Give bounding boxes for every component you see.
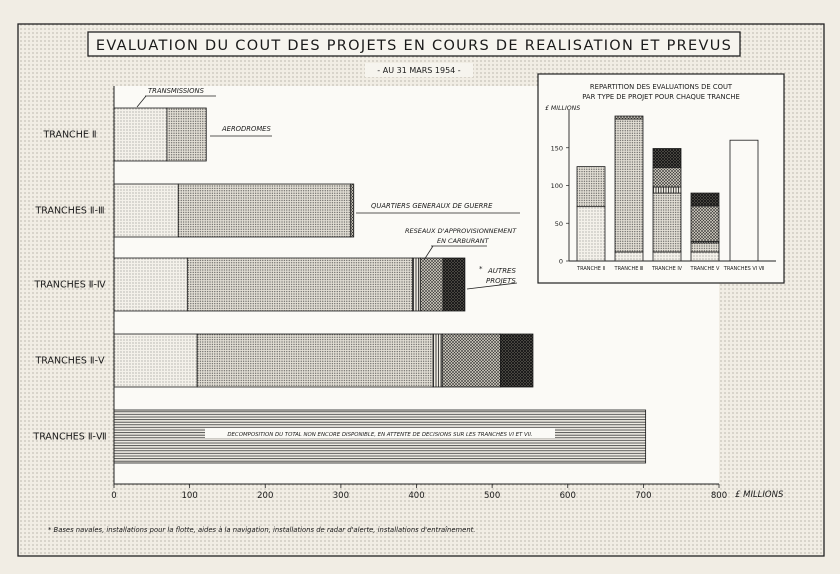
inset-bar-tranche-iv-aerodromes bbox=[653, 193, 681, 252]
inset-bar-tranche-v-quartiers-generaux-de-guerre bbox=[691, 206, 719, 241]
x-tick-label-100: 100 bbox=[181, 491, 198, 501]
x-tick-label-500: 500 bbox=[484, 491, 501, 501]
inset-bar-tranche-v-aerodromes bbox=[691, 243, 719, 252]
inset-category-label-tranches-vi-vii: TRANCHES Ⅵ Ⅶ bbox=[723, 266, 765, 272]
subtitle-dash-right: - bbox=[455, 66, 461, 75]
bar-tranches-ii-iv-reseaux-d-approvisionnement-en-carburant bbox=[413, 258, 421, 311]
inset-bar-tranche-iv-quartiers-generaux-de-guerre bbox=[653, 167, 681, 187]
inset-title-line1: REPARTITION DES EVALUATIONS DE COUT bbox=[589, 83, 733, 91]
bar-tranche-ii-aerodromes bbox=[167, 108, 206, 161]
annotation-autres-line2: PROJETS bbox=[486, 277, 516, 285]
inset-bar-tranche-v-autres-projets bbox=[691, 193, 719, 206]
bar-tranches-ii-iv-autres-projets bbox=[443, 258, 465, 311]
bar-tranches-ii-iv-aerodromes bbox=[187, 258, 412, 311]
annotation-reseaux-line1: RESEAUX D'APPROVISIONNEMENT bbox=[405, 227, 517, 235]
annotation-asterisk: * bbox=[479, 265, 483, 273]
inset-title-line2: PAR TYPE DE PROJET POUR CHAQUE TRANCHE bbox=[582, 93, 740, 101]
annotation-transmissions: TRANSMISSIONS bbox=[148, 87, 204, 95]
inset-y-tick-label-50: 50 bbox=[554, 219, 563, 228]
inset-bar-tranche-v-transmissions bbox=[691, 252, 719, 261]
inset-bar-tranche-iii-aerodromes bbox=[615, 119, 643, 252]
bar-tranches-ii-iii-transmissions bbox=[114, 184, 178, 237]
inset-bar-tranche-iv-transmissions bbox=[653, 252, 681, 261]
annotation-autres-line1: AUTRES bbox=[488, 267, 516, 275]
category-label-tranche-ii: TRANCHE Ⅱ bbox=[43, 129, 97, 141]
inset-category-label-tranche-iii: TRANCHE Ⅲ bbox=[614, 266, 644, 272]
x-tick-label-800: 800 bbox=[710, 491, 728, 501]
bar-tranches-ii-iii-aerodromes bbox=[178, 184, 350, 237]
x-tick-label-600: 600 bbox=[559, 491, 576, 501]
x-tick-label-0: 0 bbox=[111, 491, 117, 501]
inset-bar-tranche-iv-autres-projets bbox=[653, 149, 681, 168]
bar-tranches-ii-v-quartiers-generaux-de-guerre bbox=[442, 334, 500, 387]
inset-bar-tranches-vi-vii-non-decompose bbox=[730, 140, 758, 261]
x-tick-label-200: 200 bbox=[257, 491, 274, 501]
inset-y-tick-label-100: 100 bbox=[550, 182, 563, 190]
annotation-aerodromes: AERODROMES bbox=[222, 125, 271, 133]
main-x-axis-label: £ MILLIONS bbox=[735, 490, 784, 500]
category-label-tranches-ii-vii: TRANCHES Ⅱ-Ⅶ bbox=[33, 431, 107, 443]
x-tick-label-700: 700 bbox=[635, 491, 652, 501]
annotation-qg: QUARTIERS GENERAUX DE GUERRE bbox=[371, 202, 493, 210]
subtitle-dash-left: - bbox=[377, 66, 383, 75]
inset-y-axis-label: £ MILLIONS bbox=[545, 105, 581, 112]
bar-tranches-ii-v-aerodromes bbox=[197, 334, 433, 387]
annotation-reseaux-line2: EN CARBURANT bbox=[437, 237, 489, 245]
category-label-tranches-ii-v: TRANCHES Ⅱ-Ⅴ bbox=[35, 355, 105, 367]
inset-y-tick-label-150: 150 bbox=[550, 144, 563, 153]
inset-category-label-tranche-ii: TRANCHE Ⅱ bbox=[577, 266, 605, 272]
bar-tranches-ii-v-transmissions bbox=[114, 334, 197, 387]
footnote: * Bases navales, installations pour la flotte, aides à la navigation, installations de radar d'alerte, installations d'entraînement. bbox=[48, 526, 476, 534]
annotation-decomposition: DECOMPOSITION DU TOTAL NON ENCORE DISPONIBLE, EN ATTENTE DE DECISIONS SUR LES TRANCHES VI ET VII. bbox=[227, 432, 533, 438]
inset-category-labels bbox=[576, 266, 765, 272]
bar-tranches-ii-v-autres-projets bbox=[500, 334, 533, 387]
category-label-tranches-ii-iii: TRANCHES Ⅱ-Ⅲ bbox=[35, 205, 105, 217]
chart-title: EVALUATION DU COUT DES PROJETS EN COURS DE REALISATION ET PREVUS bbox=[95, 38, 733, 54]
inset-bar-tranche-iii-quartiers-generaux-de-guerre bbox=[615, 116, 643, 119]
bar-tranches-ii-iii-quartiers-generaux-de-guerre bbox=[351, 184, 354, 237]
category-label-tranches-ii-iv: TRANCHES Ⅱ-Ⅳ bbox=[34, 279, 106, 291]
x-tick-label-300: 300 bbox=[332, 491, 349, 501]
bar-tranches-ii-iv-transmissions bbox=[114, 258, 187, 311]
subtitle: AU 31 MARS 1954 bbox=[382, 66, 456, 75]
inset-bar-tranche-ii-transmissions bbox=[577, 207, 605, 261]
inset-category-label-tranche-v: TRANCHE Ⅴ bbox=[690, 266, 720, 272]
subtitle-text bbox=[377, 66, 460, 75]
inset-bar-tranche-iii-transmissions bbox=[615, 252, 643, 261]
inset-bar-tranche-iv-reseaux-d-approvisionnement-en-carburant bbox=[653, 187, 681, 193]
x-tick-label-400: 400 bbox=[408, 491, 425, 501]
bar-tranches-ii-iv-quartiers-generaux-de-guerre bbox=[420, 258, 443, 311]
bar-tranches-ii-v-reseaux-d-approvisionnement-en-carburant bbox=[433, 334, 442, 387]
inset-y-tick-label-0: 0 bbox=[558, 257, 563, 266]
inset-bar-tranche-ii-aerodromes bbox=[577, 167, 605, 207]
bar-tranche-ii-transmissions bbox=[114, 108, 167, 161]
inset-category-label-tranche-iv: TRANCHE Ⅳ bbox=[651, 266, 683, 272]
